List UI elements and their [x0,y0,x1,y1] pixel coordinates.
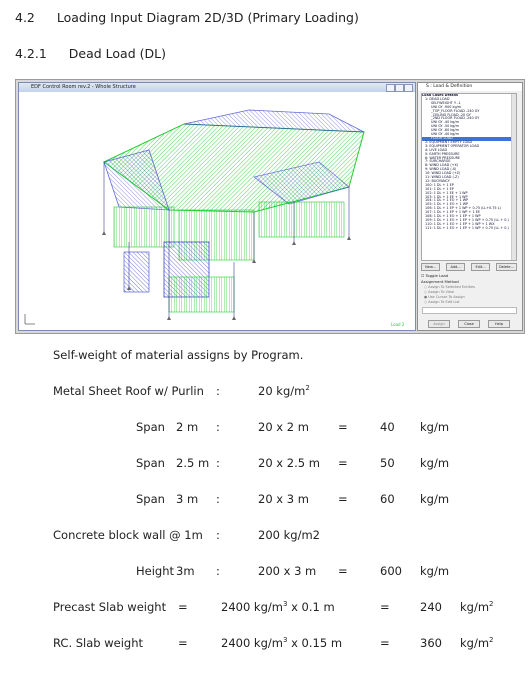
height-result: 600 [380,564,402,578]
tree-item[interactable]: 9: WIND LOAD (-X) [425,167,457,172]
model-window-titlebar [19,83,415,92]
span-2-equals: = [338,420,348,434]
tree-item[interactable]: UNI GY -60 kg/m [431,128,459,133]
assign-option-view[interactable]: ○ Assign To View [424,290,454,294]
span-2-5-label: Span [136,456,165,470]
tree-item[interactable]: 106: 1 DL + 1 EP + 1 WP + 0.75 (LL+0.75 L) [425,206,501,211]
wall-colon: : [216,528,220,542]
tree-item[interactable]: 107: 1 DL + 1 EP + 1 WP + 1 EE [425,210,480,215]
assign-option-cursor[interactable]: ● Use Cursor To Assign [424,295,465,299]
rc-expr: 2400 $kg/m^3$ x 0.15 m [221,636,343,650]
span-2-5-equals: = [338,456,348,470]
tree-item[interactable]: _TOP_FLOOR FLOAD -240 GY [431,108,480,113]
span-3-label: Span [136,492,165,506]
edit-list-input[interactable] [422,307,517,314]
tree-item[interactable]: 6: WATER PRESSURE [425,155,461,160]
tree-item[interactable]: 104: 1 DL + 1 EO + 1 WP [425,198,469,203]
model-window-title: EDF Control Room rev.2 - Whole Structure [31,84,136,90]
delete-button[interactable]: Delete... [496,263,517,271]
precast-equals-1: = [178,600,188,614]
height-equals: = [338,564,348,578]
span-2-label: Span [136,420,165,434]
tree-scrollbar[interactable] [511,94,516,260]
precast-label: Precast Slab weight [53,600,167,614]
tree-item[interactable]: 102: 1 DL + 1 EE + 1 WP [425,190,468,195]
section-title: Loading Input Diagram 2D/3D (Primary Loading) [56,10,359,25]
span-3-unit: kg/m [420,492,450,506]
span-2-result: 40 [380,420,395,434]
tree-item[interactable]: FLOOR LOAD [422,137,516,141]
rc-equals-2: = [380,636,390,650]
tree-item[interactable]: 11: WIND LOAD (-Z) [425,175,459,180]
tree-item[interactable]: UNI GY -50 kg/m [431,124,459,129]
tree-item[interactable]: 3: EQUIPMENT OPERATOR LOAD [425,143,480,148]
span-3-colon: : [216,492,220,506]
span-3-result: 60 [380,492,395,506]
minimize-icon[interactable] [386,84,395,92]
panel-title: S : Load & Definition [418,83,522,91]
tree-item[interactable]: 108: 1 DL + 1 EO + 1 EP + 1 WP [425,214,481,219]
span-3-expr: 20 x 3 m [258,492,309,506]
close-button[interactable]: Close [458,320,480,328]
structure-3d-model [19,92,415,330]
assign-option-edit-list[interactable]: ○ Assign To Edit List [424,300,460,304]
tree-item[interactable]: 5: EARTH PRESSURE [425,151,460,156]
tree-item[interactable]: UNI GY -40 kg/m [431,120,459,125]
tree-item[interactable]: 103: 1 DL + 1 EE + 1 WP [425,194,468,199]
tree-item[interactable]: 105: 1 DL + 1 EO + 1 WP [425,202,469,207]
height-expr: 200 x 3 m [258,564,317,578]
help-button[interactable]: Help [488,320,510,328]
intro-text: Self-weight of material assigns by Program. [53,348,304,362]
load-cases-tree [421,93,517,261]
section-heading-4-2 [15,10,359,25]
span-2-5-colon: : [216,456,220,470]
section-heading-4-2-1 [15,46,166,61]
tree-item[interactable]: SELFWEIGHT Y -1 [431,100,461,105]
section-number: 4.2 [15,10,35,25]
precast-result: 240 [420,600,442,614]
subsection-title: Dead Load (DL) [68,46,166,61]
maximize-icon[interactable] [395,84,404,92]
assign-button[interactable]: Assign [428,320,450,328]
new-button[interactable]: New... [421,263,440,271]
wall-label: Concrete block wall @ 1m [53,528,203,542]
rc-label: RC. Slab weight [53,636,144,650]
axis-triad-icon [25,314,35,324]
tree-item[interactable]: _CEILING FLOAD -20 GY [431,112,471,117]
tree-item[interactable]: 10: WIND LOAD (+Z) [425,171,461,176]
span-2-5-expr: 20 x 2.5 m [258,456,320,470]
precast-unit: $kg/m^2$ [460,600,494,614]
tree-item[interactable]: 4: LIVE LOAD [425,147,448,152]
subsection-number: 4.2.1 [15,46,47,61]
tree-item[interactable]: 7: SURCHARGE [425,159,451,164]
close-icon[interactable] [404,84,413,92]
tree-item[interactable]: 111: 1 DL + 1 EO + 1 EP + 1 WP + 0.75 (LL + 0.) [425,225,509,230]
tree-item[interactable]: UNI GY -40 kg/m [431,132,459,137]
assign-option-selected[interactable]: ○ Assign To Selected Entities [424,285,475,289]
span-2-5-result: 50 [380,456,395,470]
wall-value: 200 kg/m2 [258,528,320,542]
tree-item[interactable]: 12: BUOYANCY [425,178,450,183]
height-colon: : [216,564,220,578]
roof-colon: : [216,384,220,398]
tree-item[interactable]: 101: 1 DL + 1 EP [425,186,454,191]
model-view-window [18,82,416,331]
tree-item[interactable]: 109: 1 DL + 1 EO + 1 EP + 1 WP + 0.75 (LL + 0.) [425,218,509,222]
tree-root[interactable]: Load Cases Details [422,93,459,97]
tree-item[interactable]: 8: WIND LOAD (+X) [425,163,459,168]
tree-item[interactable]: UNI GY -900 kg/m [431,104,462,109]
tree-item[interactable]: 100: 1 DL + 1 EP [425,182,454,187]
span-2-colon: : [216,420,220,434]
span-3-size: 3 m [176,492,199,506]
roof-value: 20 $kg/m^2$ [258,384,310,398]
height-size: 3m [176,564,195,578]
span-2-size: 2 m [176,420,199,434]
height-unit: kg/m [420,564,450,578]
tree-item[interactable]: 1: DEAD LOAD [425,96,450,101]
add-button[interactable]: Add... [446,263,465,271]
precast-expr: 2400 $kg/m^3$ x 0.1 m [221,600,335,614]
rc-unit: $kg/m^2$ [460,636,494,650]
load-definition-panel [417,82,523,331]
toggle-load-checkbox[interactable]: ☐ Toggle Load [421,273,449,278]
span-2-unit: kg/m [420,420,450,434]
precast-equals-2: = [380,600,390,614]
height-label: Height [136,564,175,578]
tree-item[interactable]: _2ND FLOOR FLOAD -240 GY [431,116,480,121]
span-2-expr: 20 x 2 m [258,420,309,434]
span-2-5-unit: kg/m [420,456,450,470]
status-load-label: Load 2 [391,322,405,327]
assignment-method-title: Assignment Method [421,279,459,284]
span-3-equals: = [338,492,348,506]
span-2-5-size: 2.5 m [176,456,210,470]
software-screenshot [15,79,525,334]
rc-equals-1: = [178,636,188,650]
edit-button[interactable]: Edit... [471,263,490,271]
rc-result: 360 [420,636,442,650]
tree-item[interactable]: 110: 1 DL + 1 EO + 1 EP + 1 WP + 1 WX [425,221,495,226]
tree-item[interactable]: 2: EQUIPMENT EMPTY LOAD [425,139,473,144]
roof-label: Metal Sheet Roof w/ Purlin [53,384,204,398]
